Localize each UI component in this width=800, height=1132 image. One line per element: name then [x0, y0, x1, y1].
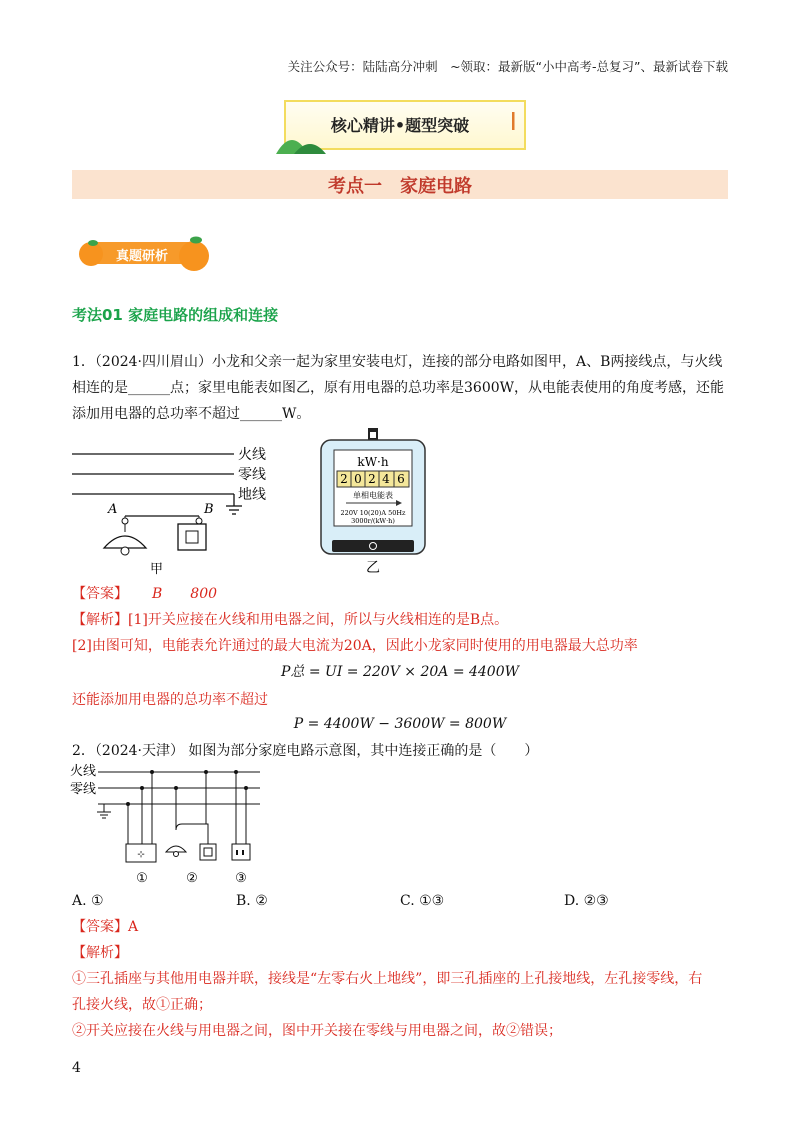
- meter-spec2: 3000r/(kW·h): [351, 517, 395, 525]
- label-fire: 火线: [238, 447, 266, 463]
- q2-analysis1: ①三孔插座与其他用电器并联，接线是“左零右火上地线”，即三孔插座的上孔接地线，左孔接零线，右: [72, 971, 703, 987]
- tag-zhenti: [76, 234, 212, 274]
- meter-spec1: 220V 10(20)A 50Hz: [340, 509, 406, 517]
- q1-analysis1: 【解析】[1]开关应接在火线和用电器之间，所以与火线相连的是B点。: [72, 612, 509, 628]
- orange-icon: [76, 238, 106, 268]
- orange-icon: [176, 234, 212, 274]
- option-c: C. ①③: [400, 893, 445, 909]
- tag-label: 真题研析: [116, 249, 169, 264]
- option-b: B. ②: [236, 893, 268, 909]
- page-header: 关注公众号：陆陆高分冲刺 ~领取：最新版“小中高考-总复习”、最新试卷下载: [287, 59, 728, 74]
- section-title: 考点一 家庭电路: [328, 176, 472, 197]
- circuit-figure-jia: [68, 440, 318, 580]
- q1-answer: 【答案】 B 800: [72, 586, 218, 602]
- option-a: A. ①: [72, 893, 104, 909]
- q2-analysis-label: 【解析】: [72, 945, 128, 961]
- q1-line2: 相连的是______点；家里电能表如图乙，原有用电器的总功率是3600W，从电能表使用的角度考感，还能: [72, 380, 725, 396]
- meter-digit: 0: [354, 472, 362, 486]
- q2-analysis3: ②开关应接在火线与用电器之间，图中开关接在零线与用电器之间，故②错误；: [72, 1023, 562, 1039]
- q1-formula2: P = 4400W − 3600W = 800W: [293, 716, 507, 732]
- q2-num1: ①: [136, 871, 148, 886]
- meter-digit: 4: [382, 472, 390, 486]
- option-d: D. ②③: [564, 893, 609, 909]
- q1-line1: 1．（2024·四川眉山）小龙和父亲一起为家里安装电灯，连接的部分电路如图甲，A、B两接线点，与火线: [72, 354, 723, 370]
- caption-jia: 甲: [150, 562, 164, 577]
- energy-meter-figure: [318, 426, 428, 576]
- meter-digit: 6: [397, 472, 405, 486]
- q2-label-fire: 火线: [70, 764, 97, 779]
- svg-text:⊹: ⊹: [137, 850, 145, 860]
- meter-digit: 2: [368, 472, 376, 486]
- q1-formula1: P总 = UI = 220V × 20A = 4400W: [280, 664, 520, 680]
- circuit-figure-q2: [68, 760, 278, 888]
- meter-name: 单相电能表: [353, 491, 393, 500]
- meter-digit: 2: [340, 472, 348, 486]
- q2-answer: 【答案】A: [72, 919, 139, 935]
- kaofa-heading: 考法01 家庭电路的组成和连接: [72, 306, 279, 324]
- page-number: 4: [72, 1060, 81, 1076]
- q2-num2: ②: [186, 871, 198, 886]
- label-ground: 地线: [238, 487, 266, 503]
- q2-line1: 2．（2024·天津） 如图为部分家庭电路示意图，其中连接正确的是（ ）: [72, 743, 539, 759]
- caption-yi: 乙: [366, 560, 380, 576]
- meter-unit: kW·h: [357, 455, 389, 469]
- label-a: A: [108, 502, 118, 517]
- banner-title: 核心精讲•题型突破: [330, 116, 470, 135]
- q1-analysis3: 还能添加用电器的总功率不超过: [72, 692, 268, 708]
- title-banner: [274, 98, 526, 154]
- q1-analysis2: [2]由图可知，电能表允许通过的最大电流为20A，因此小龙家同时使用的用电器最大总功率: [72, 638, 638, 654]
- q2-analysis2: 孔接火线，故①正确；: [72, 997, 212, 1013]
- label-zero: 零线: [238, 467, 266, 483]
- q2-num3: ③: [235, 871, 247, 886]
- q2-label-zero: 零线: [70, 782, 97, 797]
- label-b: B: [204, 502, 214, 517]
- q1-line3: 添加用电器的总功率不超过______W。: [72, 406, 311, 422]
